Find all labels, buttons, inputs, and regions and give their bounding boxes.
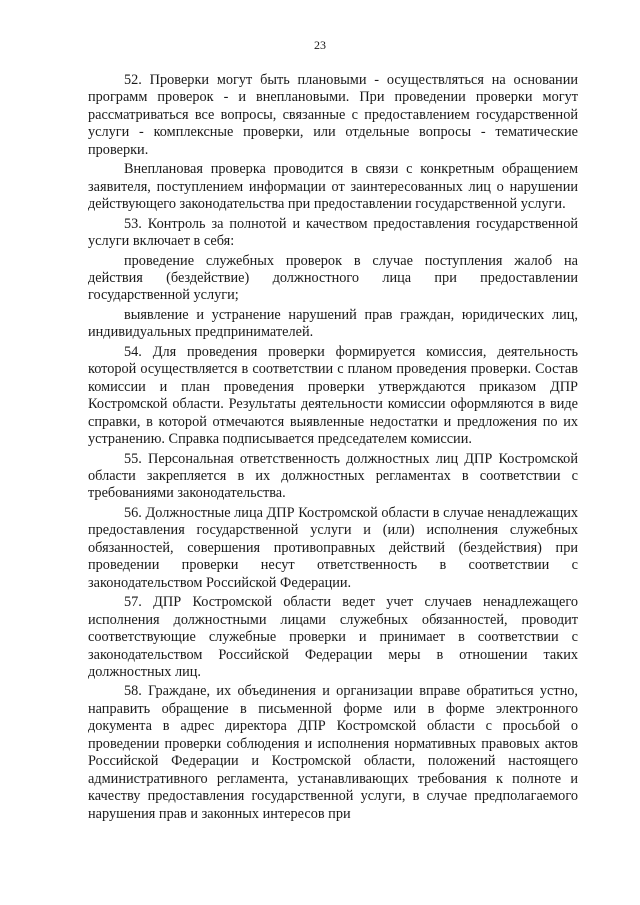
paragraph-53-item-violations: выявление и устранение нарушений прав граждан, юридических лиц, индивидуальных предпринимателей. — [88, 306, 578, 341]
paragraph-53-item-complaints: проведение служебных проверок в случае поступления жалоб на действия (бездействие) должностного лица при предоставлении государственной услуги; — [88, 252, 578, 304]
paragraph-55: 55. Персональная ответственность должностных лиц ДПР Костромской области закрепляется в их должностных регламентах в соответствии с требованиями законодательства. — [88, 450, 578, 502]
paragraph-56: 56. Должностные лица ДПР Костромской области в случае ненадлежащих предоставления государственной услуги и (или) исполнения служебных обязанностей, совершения противоправных действий (бездействия) при проведении проверки несут ответственность в соответствии с законодательством Российской Федерации. — [88, 504, 578, 591]
page-number: 23 — [314, 38, 326, 52]
paragraph-58: 58. Граждане, их объединения и организации вправе обратиться устно, направить обращение в письменной форме или в форме электронного документа в адрес директора ДПР Костромской области с просьбой о проведении проверки соблюдения и исполнения нормативных правовых актов Российской Федерации и Костромской области, положений настоящего административного регламента, устанавливающих требования к полноте и качеству предоставления государственной услуги, в случае предполагаемого нарушения прав и законных интересов при — [88, 683, 578, 822]
paragraph-unscheduled-inspection: Внеплановая проверка проводится в связи с конкретным обращением заявителя, поступлением информации от заинтересованных лиц о нарушении действующего законодательства при предоставлении государственной услуги. — [88, 161, 578, 213]
paragraph-57: 57. ДПР Костромской области ведет учет случаев ненадлежащего исполнения должностными лицами служебных обязанностей, проводит соответствующие служебные проверки и принимает в соответствии с законодательством Российской Федерации меры в отношении таких должностных лиц. — [88, 594, 578, 680]
document-body — [88, 72, 578, 825]
paragraph-52: 52. Проверки могут быть плановыми - осуществляться на основании программ проверок - и внеплановыми. При проведении проверки могут рассматриваться все вопросы, связанные с предоставлением государственной услуги - комплексные проверки, или отдельные вопросы - тематические проверки. — [88, 72, 578, 158]
paragraph-53: 53. Контроль за полнотой и качеством предоставления государственной услуги включает в себя: — [88, 215, 578, 250]
paragraph-54: 54. Для проведения проверки формируется комиссия, деятельность которой осуществляется в соответствии с планом проведения проверки. Состав комиссии и план проведения проверки утверждаются приказом ДПР Костромской области. Результаты деятельности комиссии оформляются в виде справки, в которой отмечаются выявленные недостатки и предложения по их устранению. Справка подписывается председателем комиссии. — [88, 343, 578, 448]
